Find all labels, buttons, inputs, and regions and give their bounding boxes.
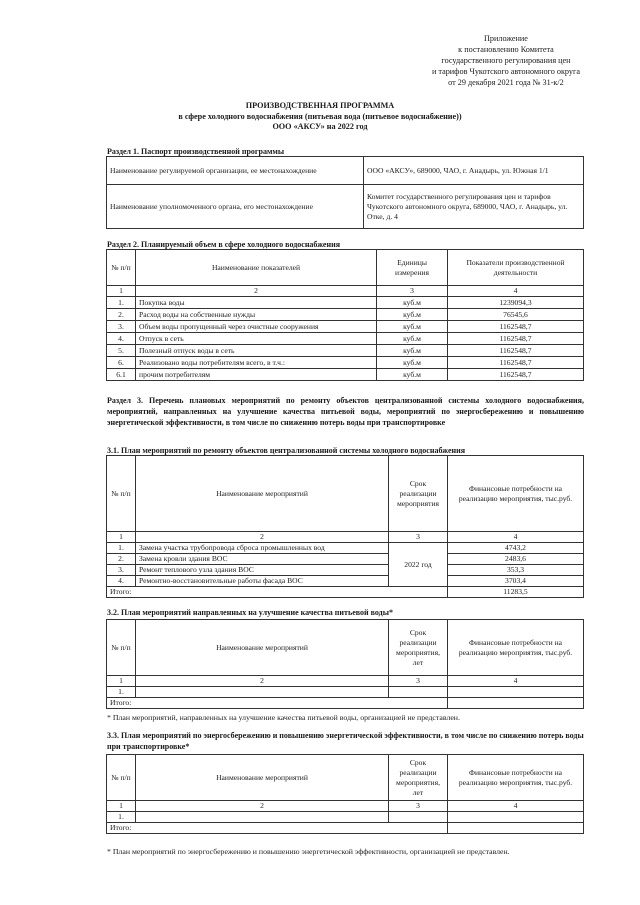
energy-saving-table	[106, 754, 584, 834]
row-value: 1162548,7	[448, 321, 584, 333]
repair-plan-table	[106, 455, 584, 598]
row-name: Реализовано воды потребителям всего, в т.ч.:	[136, 357, 377, 369]
numbering-cell: 2	[136, 286, 377, 297]
total-label: Итого:	[107, 823, 448, 834]
total-value: 11283,5	[448, 587, 584, 598]
numbering-cell: 2	[136, 532, 389, 543]
table-row	[107, 576, 584, 587]
row-num: 1.	[107, 687, 136, 698]
passport-row	[107, 185, 584, 229]
row-num: 2.	[107, 554, 136, 565]
section1-heading: Раздел 1. Паспорт производственной программы	[107, 147, 285, 156]
total-label: Итого:	[107, 698, 448, 709]
table-row	[107, 345, 584, 357]
row-name	[136, 812, 389, 823]
row-value: 1239094,3	[448, 297, 584, 309]
total-value	[448, 698, 584, 709]
section2-heading: Раздел 2. Планируемый объем в сфере холодного водоснабжения	[107, 240, 341, 249]
row-num: 2.	[107, 309, 136, 321]
table-row	[107, 297, 584, 309]
row-unit: куб.м	[377, 309, 448, 321]
row-num: 5.	[107, 345, 136, 357]
numbering-cell: 4	[448, 676, 584, 687]
appendix-line: государственного регулирования цен	[441, 56, 571, 65]
row-value	[448, 687, 584, 698]
header-cell: Показатели производственной деятельности	[448, 250, 584, 286]
document-title	[0, 101, 640, 133]
row-num: 4.	[107, 333, 136, 345]
header-cell: Наименование мероприятий	[136, 755, 389, 801]
row-name: прочим потребителям	[136, 369, 377, 381]
sub2-heading: 3.2. План мероприятий направленных на улучшение качества питьевой воды*	[107, 608, 393, 617]
numbering-cell: 3	[389, 676, 448, 687]
row-term	[389, 812, 448, 823]
header-cell: № п/п	[107, 620, 136, 676]
passport-row	[107, 157, 584, 185]
sub1-heading: 3.1. План мероприятий по ремонту объектов централизованной системы холодного водоснабжения	[107, 446, 466, 455]
row-name: Отпуск в сеть	[136, 333, 377, 345]
row-term: 2022 год	[389, 543, 448, 587]
appendix-line: и тарифов Чукотского автономного округа	[431, 67, 580, 76]
numbering-cell: 3	[377, 286, 448, 297]
numbering-cell: 2	[136, 676, 389, 687]
passport-value: ООО «АКСУ», 689000, ЧАО, г. Анадырь, ул. Южная 1/1	[364, 157, 584, 185]
total-label: Итого:	[107, 587, 448, 598]
header-cell: Финансовые потребности на реализацию мероприятия, тыс.руб.	[448, 456, 584, 532]
row-num: 6.1	[107, 369, 136, 381]
row-name: Ремонтно-восстановительные работы фасада ВОС	[136, 576, 389, 587]
row-unit: куб.м	[377, 321, 448, 333]
header-cell: Срок реализации мероприятия	[389, 456, 448, 532]
row-value: 2483,6	[448, 554, 584, 565]
numbering-row	[107, 801, 584, 812]
row-num: 1.	[107, 543, 136, 554]
header-cell: № п/п	[107, 250, 136, 286]
numbering-row	[107, 676, 584, 687]
energy-header-row	[107, 755, 584, 801]
table-row	[107, 565, 584, 576]
header-cell: Наименование мероприятий	[136, 620, 389, 676]
numbering-cell: 3	[389, 532, 448, 543]
sub2-note: * План мероприятий, направленных на улучшение качества питьевой воды, организацией не представлен.	[107, 713, 460, 722]
table-row	[107, 321, 584, 333]
total-value	[448, 823, 584, 834]
table-row	[107, 812, 584, 823]
row-value: 1162548,7	[448, 345, 584, 357]
row-name: Ремонт теплового узла здания ВОС	[136, 565, 389, 576]
water-quality-table	[106, 619, 584, 709]
total-row	[107, 698, 584, 709]
row-name: Покупка воды	[136, 297, 377, 309]
row-num: 3.	[107, 565, 136, 576]
numbering-cell: 2	[136, 801, 389, 812]
numbering-cell: 4	[448, 532, 584, 543]
title-line: ПРОИЗВОДСТВЕННАЯ ПРОГРАММА	[245, 101, 395, 110]
total-row	[107, 823, 584, 834]
header-cell: № п/п	[107, 755, 136, 801]
appendix-line: Приложение	[484, 34, 528, 43]
sub3-heading: 3.3. План мероприятий по энергосбережению и повышению энергетической эффективности, в том числе по снижению потерь воды при транспортировке*	[107, 731, 584, 751]
numbering-row	[107, 532, 584, 543]
numbering-cell: 4	[448, 286, 584, 297]
table-row	[107, 333, 584, 345]
row-num: 3.	[107, 321, 136, 333]
row-num: 4.	[107, 576, 136, 587]
numbering-cell: 4	[448, 801, 584, 812]
sub3-note: * План мероприятий по энергосбережению и повышению энергетической эффективности, организацией не представлен.	[107, 847, 510, 856]
row-num: 1.	[107, 297, 136, 309]
row-unit: куб.м	[377, 297, 448, 309]
row-unit: куб.м	[377, 357, 448, 369]
row-num: 1.	[107, 812, 136, 823]
row-value: 76545,6	[448, 309, 584, 321]
header-cell: Единицы измерения	[377, 250, 448, 286]
row-value: 4743,2	[448, 543, 584, 554]
numbering-row	[107, 286, 584, 297]
table-row	[107, 687, 584, 698]
passport-table	[106, 156, 584, 229]
passport-value: Комитет государственного регулирования цен и тарифов Чукотского автономного округа, 689000, ЧАО, г. Анадырь, ул. Отке, д. 4	[364, 185, 584, 229]
volume-header-row	[107, 250, 584, 286]
row-name	[136, 687, 389, 698]
title-line: ООО «АКСУ» на 2022 год	[272, 122, 368, 131]
row-value: 1162548,7	[448, 369, 584, 381]
row-unit: куб.м	[377, 333, 448, 345]
header-cell: Срок реализации мероприятия, лет	[389, 620, 448, 676]
row-term	[389, 687, 448, 698]
passport-label: Наименование уполномоченного органа, его местонахождение	[107, 185, 364, 229]
header-cell: Финансовые потребности на реализацию мероприятия, тыс.руб.	[448, 620, 584, 676]
row-value: 3703,4	[448, 576, 584, 587]
table-row	[107, 357, 584, 369]
row-value: 1162548,7	[448, 333, 584, 345]
total-row	[107, 587, 584, 598]
header-cell: № п/п	[107, 456, 136, 532]
table-row	[107, 369, 584, 381]
appendix-block	[432, 33, 580, 88]
row-value: 353,3	[448, 565, 584, 576]
header-cell: Наименование показателей	[136, 250, 377, 286]
row-name: Полезный отпуск воды в сеть	[136, 345, 377, 357]
row-name: Расход воды на собственные нужды	[136, 309, 377, 321]
row-name: Замена участка трубопровода сброса промышленных вод	[136, 543, 389, 554]
table-row	[107, 309, 584, 321]
quality-header-row	[107, 620, 584, 676]
numbering-cell: 3	[389, 801, 448, 812]
header-cell: Срок реализации мероприятия, лет	[389, 755, 448, 801]
table-row	[107, 554, 584, 565]
appendix-line: к постановлению Комитета	[458, 45, 554, 54]
section3-heading: Раздел 3. Перечень плановых мероприятий по ремонту объектов централизованной системы холодного водоснабжения, мероприятий, направленных на улучшение качества питьевой воды, мероприятий по энергосбережению и повышению энергетической эффективности, в том числе по снижению потерь воды при транспортировке	[107, 396, 584, 427]
appendix-line: от 29 декабря 2021 года № 31-к/2	[448, 78, 564, 87]
row-value	[448, 812, 584, 823]
row-num: 6.	[107, 357, 136, 369]
numbering-cell: 1	[107, 801, 136, 812]
header-cell: Наименование мероприятий	[136, 456, 389, 532]
row-unit: куб.м	[377, 369, 448, 381]
row-value: 1162548,7	[448, 357, 584, 369]
row-name: Объем воды пропущенный через очистные сооружения	[136, 321, 377, 333]
numbering-cell: 1	[107, 286, 136, 297]
volume-table	[106, 249, 584, 381]
numbering-cell: 1	[107, 676, 136, 687]
numbering-cell: 1	[107, 532, 136, 543]
table-row	[107, 543, 584, 554]
repair-header-row	[107, 456, 584, 532]
header-cell: Финансовые потребности на реализацию мероприятия, тыс.руб.	[448, 755, 584, 801]
title-line: в сфере холодного водоснабжения (питьевая вода (питьевое водоснабжение))	[178, 111, 462, 121]
row-unit: куб.м	[377, 345, 448, 357]
row-name: Замена кровли здания ВОС	[136, 554, 389, 565]
passport-label: Наименование регулируемой организации, ее местонахождение	[107, 157, 364, 185]
